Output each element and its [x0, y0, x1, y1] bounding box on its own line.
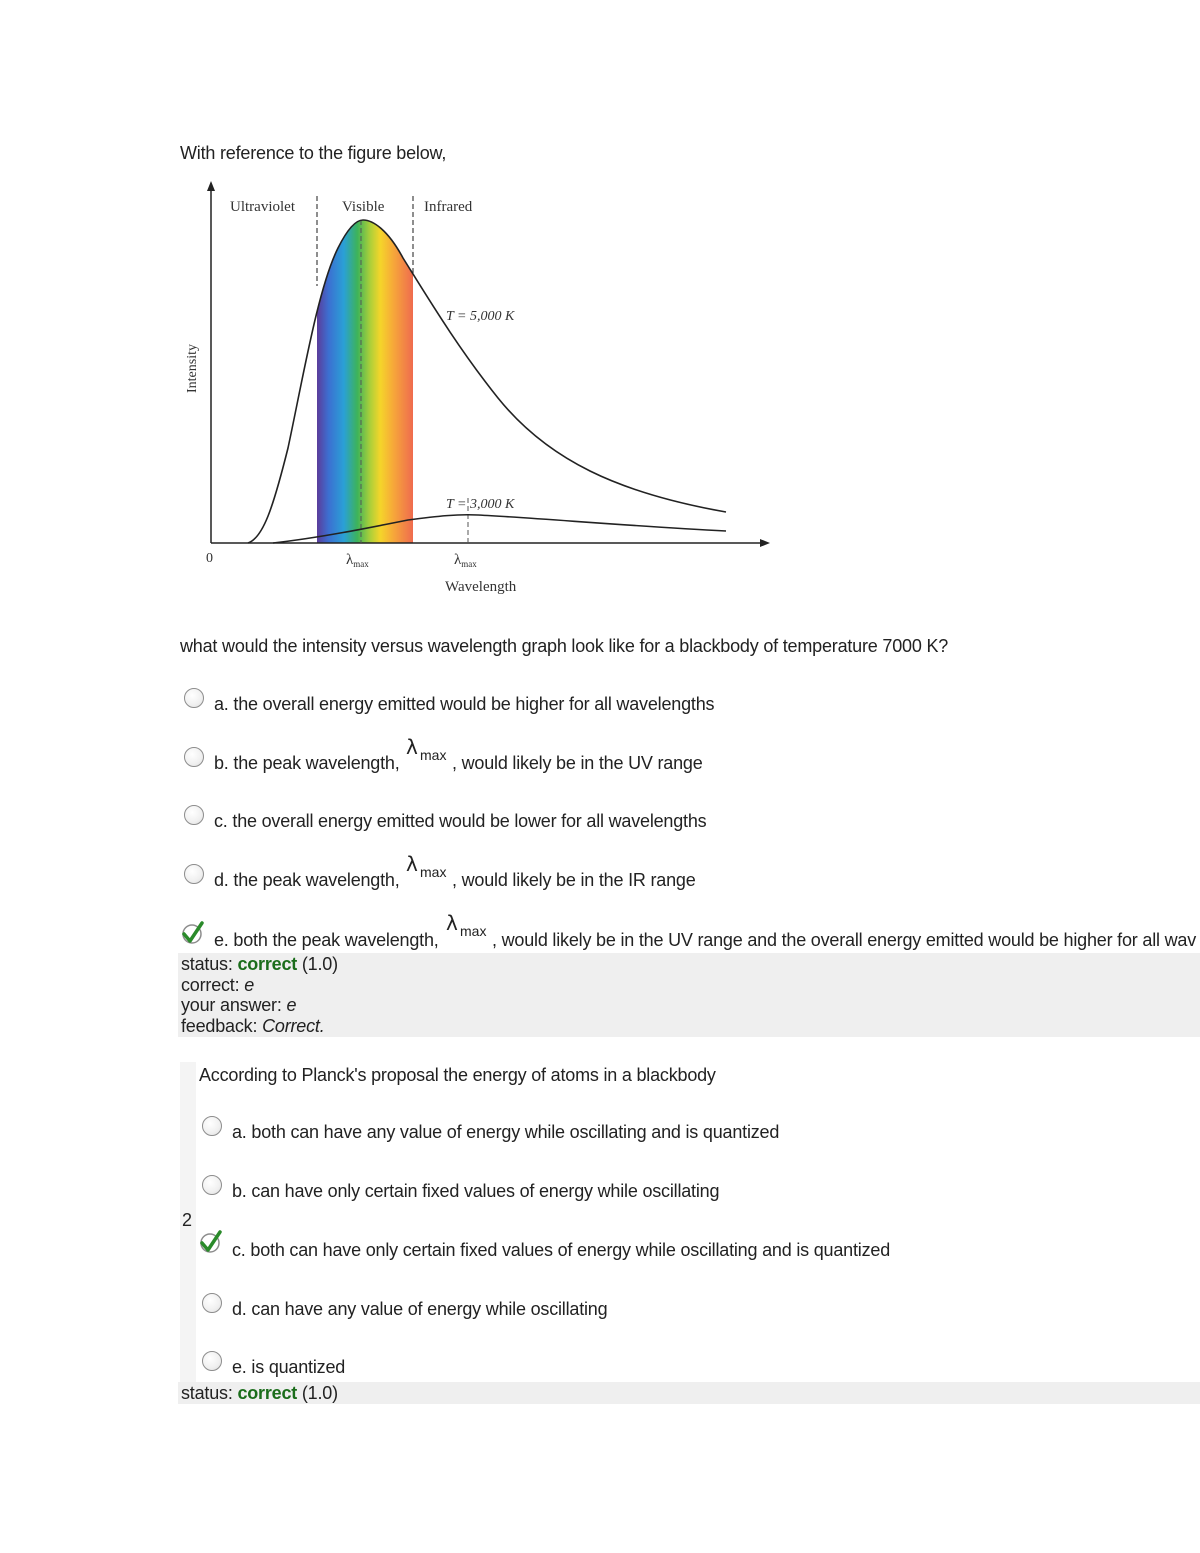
- max-subscript: max: [420, 864, 447, 880]
- y-axis-arrow: [207, 181, 215, 191]
- q2-status-label: status:: [181, 1383, 233, 1403]
- radio-button-icon[interactable]: [202, 1293, 222, 1313]
- q2-status-value: correct: [237, 1383, 298, 1403]
- lambda-symbol: λ: [406, 735, 418, 759]
- radio-button-icon[interactable]: [184, 688, 204, 708]
- label-lambda-max-1: $\lambda_{max}$: [346, 552, 369, 569]
- q1-option-a-label: a. the overall energy emitted would be higher for all wavelengths: [214, 694, 715, 714]
- q1-option-b-pre: b. the peak wavelength,: [214, 753, 400, 773]
- q2-number: 2: [182, 1210, 193, 1230]
- q2-option-b-label: b. can have only certain fixed values of energy while oscillating: [232, 1181, 720, 1201]
- q2-option-a-label: a. both can have any value of energy while oscillating and is quantized: [232, 1122, 780, 1142]
- q1-correct-line: [181, 975, 254, 996]
- q1-correct-value: e: [244, 975, 255, 995]
- q1-option-b[interactable]: [180, 735, 1200, 775]
- checkmark-icon: [180, 921, 204, 945]
- label-visible: Visible: [342, 199, 385, 215]
- q2-option-d-label: d. can have any value of energy while oscillating: [232, 1299, 608, 1319]
- q1-option-b-post: , would likely be in the UV range: [452, 753, 703, 773]
- q2-status-line: [181, 1383, 338, 1404]
- q2-option-e-label: e. is quantized: [232, 1357, 346, 1377]
- visible-spectrum-band: [317, 208, 413, 543]
- label-ultraviolet: Ultraviolet: [230, 199, 295, 215]
- q1-option-d-post: , would likely be in the IR range: [452, 870, 696, 890]
- x-axis-arrow: [760, 539, 770, 547]
- q1-feedback-label: feedback:: [181, 1016, 258, 1036]
- q1-feedback-value: Correct.: [262, 1016, 325, 1036]
- q1-status-score: (1.0): [301, 954, 338, 974]
- q1-option-d-pre: d. the peak wavelength,: [214, 870, 400, 890]
- blackbody-figure: [178, 178, 778, 603]
- label-t5000: T = 5,000 K: [446, 309, 515, 324]
- label-origin: 0: [206, 551, 213, 566]
- q1-option-e-post: , would likely be in the UV range and the overall energy emitted would be higher for all wav: [492, 930, 1197, 950]
- q1-question: what would the intensity versus wavelength graph look like for a blackbody of temperature 7000 K?: [180, 636, 949, 656]
- q1-option-c[interactable]: [180, 803, 1200, 843]
- q1-option-d[interactable]: [180, 852, 1200, 892]
- q1-intro: With reference to the figure below,: [180, 143, 447, 163]
- q1-option-e-pre: e. both the peak wavelength,: [214, 930, 439, 950]
- radio-button-icon[interactable]: [202, 1351, 222, 1371]
- lambda-symbol: λ: [446, 911, 458, 935]
- q2-status-score: (1.0): [301, 1383, 338, 1403]
- radio-button-icon[interactable]: [184, 805, 204, 825]
- radio-button-icon[interactable]: [184, 864, 204, 884]
- q1-your-answer-line: [181, 995, 296, 1016]
- max-subscript: max: [460, 923, 487, 939]
- q1-option-e[interactable]: [180, 911, 1200, 951]
- radio-button-icon[interactable]: [202, 1175, 222, 1195]
- q1-correct-label: correct:: [181, 975, 240, 995]
- label-t3000: T = 3,000 K: [446, 497, 515, 512]
- q1-status-value: correct: [237, 954, 298, 974]
- radio-button-icon[interactable]: [184, 747, 204, 767]
- max-subscript: max: [420, 747, 447, 763]
- q2-option-c[interactable]: [198, 1230, 1198, 1270]
- q1-status-line: [181, 954, 338, 975]
- q2-option-c-label: c. both can have only certain fixed values of energy while oscillating and is quantized: [232, 1240, 891, 1260]
- label-wavelength: Wavelength: [445, 579, 517, 595]
- label-lambda-max-2: $\lambda_{max}$: [454, 552, 477, 569]
- radio-button-icon[interactable]: [202, 1116, 222, 1136]
- label-intensity: Intensity: [185, 344, 200, 393]
- q2-question: According to Planck's proposal the energy of atoms in a blackbody: [199, 1065, 716, 1085]
- label-infrared: Infrared: [424, 199, 473, 215]
- q2-content-area: [196, 1062, 1200, 1384]
- q1-option-c-label: c. the overall energy emitted would be lower for all wavelengths: [214, 811, 707, 831]
- q1-your-answer-label: your answer:: [181, 995, 282, 1015]
- q2-option-d[interactable]: [198, 1291, 1198, 1331]
- q2-option-a[interactable]: [198, 1114, 1198, 1154]
- q1-your-answer-value: e: [286, 995, 297, 1015]
- q2-option-b[interactable]: [198, 1173, 1198, 1213]
- q1-status-label: status:: [181, 954, 233, 974]
- checkmark-icon: [198, 1230, 222, 1254]
- lambda-symbol: λ: [406, 852, 418, 876]
- q1-feedback-line: [181, 1016, 325, 1037]
- q1-option-a[interactable]: [180, 686, 1200, 726]
